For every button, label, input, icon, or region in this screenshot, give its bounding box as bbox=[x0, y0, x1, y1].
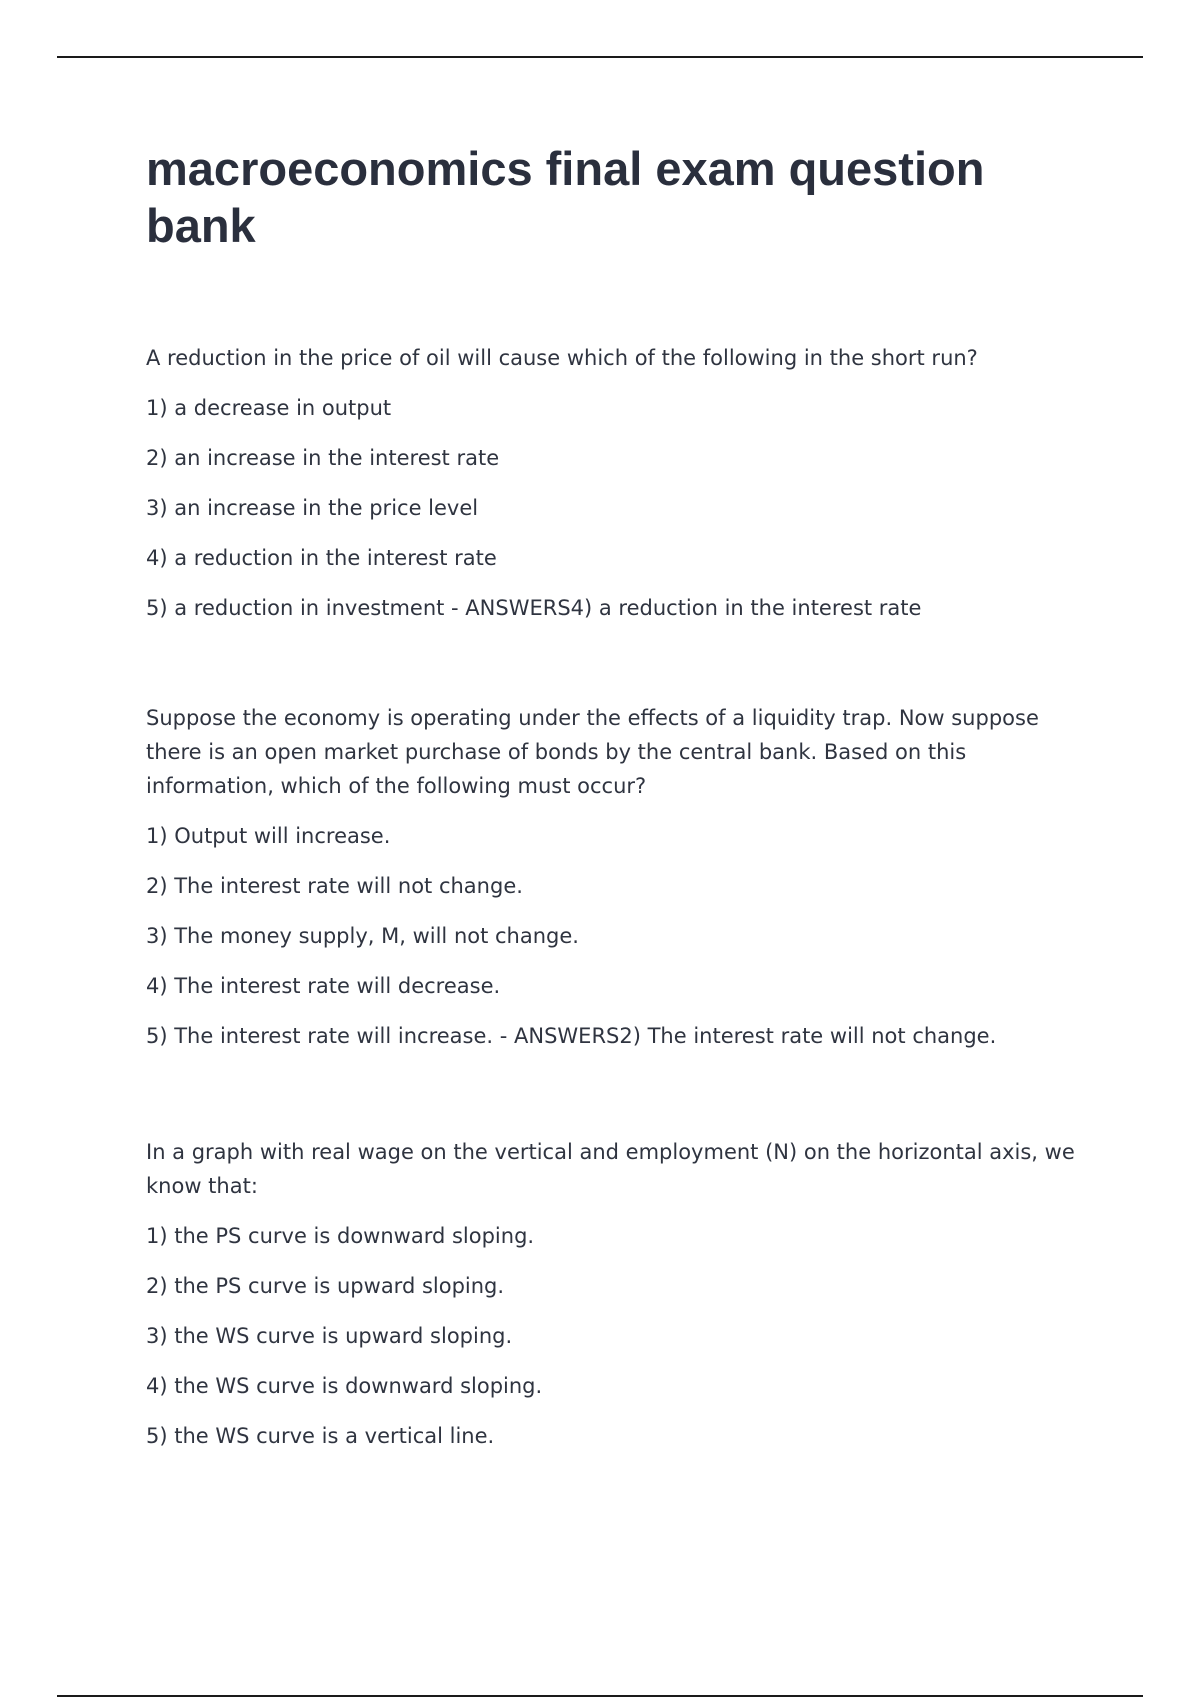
question-option: 4) a reduction in the interest rate bbox=[146, 546, 497, 570]
question-option: 2) an increase in the interest rate bbox=[146, 446, 500, 470]
question-option: 4) The interest rate will decrease. bbox=[146, 974, 501, 998]
question-3 bbox=[146, 1135, 1096, 1453]
question-option: 3) the WS curve is upward sloping. bbox=[146, 1324, 513, 1348]
question-option: 3) The money supply, M, will not change. bbox=[146, 924, 579, 948]
question-option: 1) the PS curve is downward sloping. bbox=[146, 1224, 535, 1248]
question-option: 4) the WS curve is downward sloping. bbox=[146, 1374, 543, 1398]
document-title: macroeconomics final exam question bank bbox=[146, 142, 985, 252]
footer-rule bbox=[57, 1695, 1143, 1697]
header-rule bbox=[57, 56, 1143, 58]
question-option: 2) The interest rate will not change. bbox=[146, 874, 523, 898]
question-1 bbox=[146, 341, 1096, 625]
question-prompt: Suppose the economy is operating under the effects of a liquidity trap. Now suppose there is an open market purchase of bonds by the central bank. Based on this information, which of the following must occur? bbox=[146, 706, 1039, 798]
question-option: 1) Output will increase. bbox=[146, 824, 391, 848]
question-prompt: In a graph with real wage on the vertical and employment (N) on the horizontal axis, we know that: bbox=[146, 1140, 1075, 1198]
question-prompt: A reduction in the price of oil will cause which of the following in the short run? bbox=[146, 346, 978, 370]
document-page bbox=[146, 140, 1096, 1453]
question-2 bbox=[146, 701, 1096, 1053]
question-option: 2) the PS curve is upward sloping. bbox=[146, 1274, 505, 1298]
question-option: 1) a decrease in output bbox=[146, 396, 392, 420]
question-option: 5) the WS curve is a vertical line. bbox=[146, 1424, 495, 1448]
question-option-with-answer: 5) a reduction in investment - ANSWERS4) a reduction in the interest rate bbox=[146, 596, 922, 620]
question-option-with-answer: 5) The interest rate will increase. - ANSWERS2) The interest rate will not change. bbox=[146, 1024, 997, 1048]
question-option: 3) an increase in the price level bbox=[146, 496, 479, 520]
